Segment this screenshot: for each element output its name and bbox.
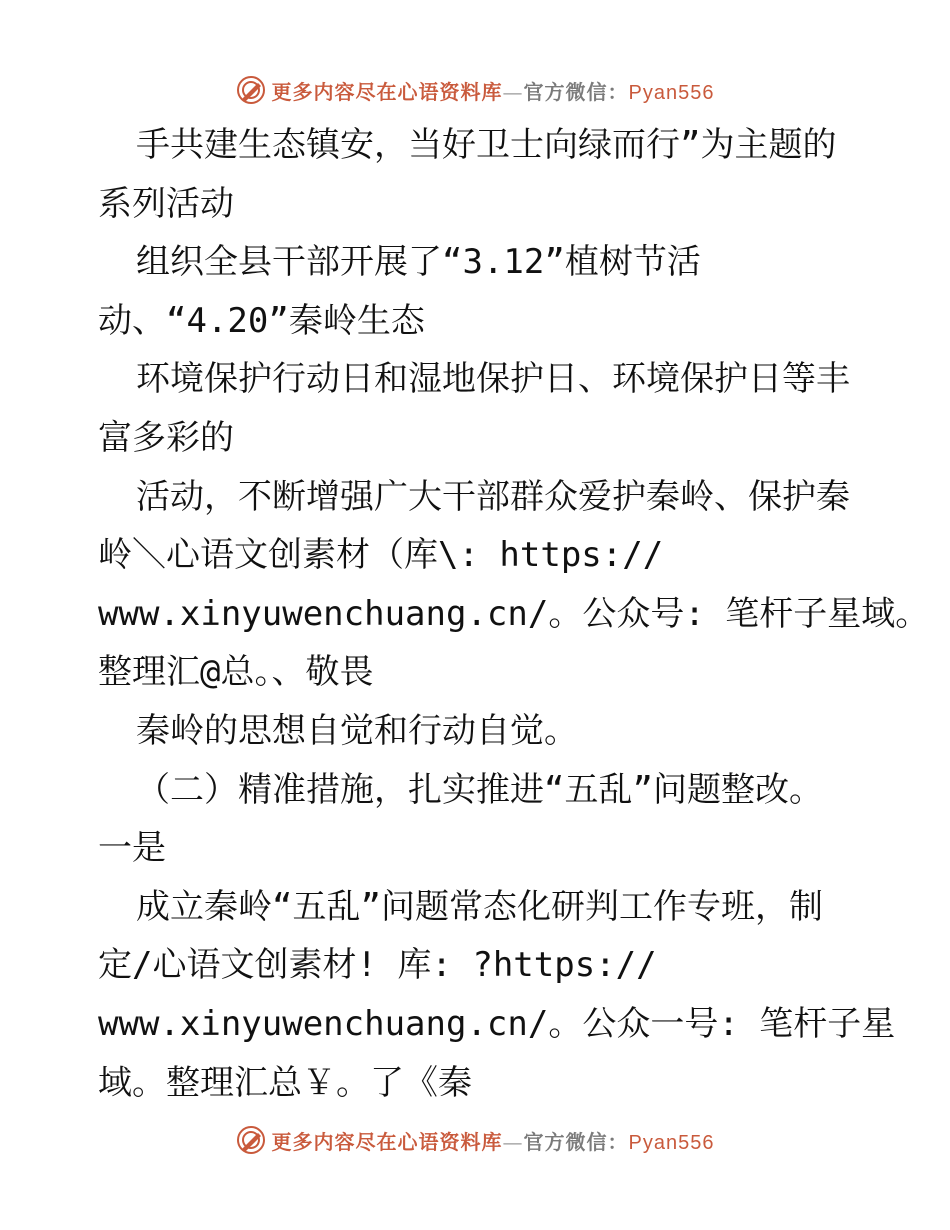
text-line: 整理汇@总。、敬畏 xyxy=(98,652,374,693)
pen-logo-icon xyxy=(236,1125,266,1155)
text-line: （二）精准措施，扎实推进“五乱”问题整改。 xyxy=(136,769,823,810)
text-line: www.xinyuwenchuang.cn/。公众号: 笔杆子星域。 xyxy=(98,593,930,634)
text-line: 组织全县干部开展了“3.12”植树节活 xyxy=(136,242,701,283)
footer-banner xyxy=(0,1120,950,1160)
text-line: 环境保护行动日和湿地保护日、环境保护日等丰 xyxy=(136,359,850,400)
document-body xyxy=(98,116,930,1112)
text-line: 富多彩的 xyxy=(98,417,234,458)
text-line: 岭＼心语文创素材（库\: https:// xyxy=(98,535,664,576)
text-line: 成立秦岭“五乱”问题常态化研判工作专班，制 xyxy=(136,886,823,927)
text-line: www.xinyuwenchuang.cn/。公众一号: 笔杆子星 xyxy=(98,1003,896,1044)
text-line: 一是 xyxy=(98,828,166,869)
text-line: 动、“4.20”秦岭生态 xyxy=(98,300,425,341)
text-line: 手共建生态镇安，当好卫士向绿而行”为主题的 xyxy=(136,125,837,165)
text-line: 活动，不断增强广大干部群众爱护秦岭、保护秦 xyxy=(136,476,850,517)
header-banner xyxy=(0,70,950,110)
text-line: 系列活动 xyxy=(98,183,234,224)
banner-text: 更多内容尽在心语资料库—官方微信：Pyan556 xyxy=(271,1129,715,1154)
text-line: 秦岭的思想自觉和行动自觉。 xyxy=(136,710,578,751)
text-line: 定/心语文创素材! 库: ?https:// xyxy=(98,945,657,986)
pen-logo-icon xyxy=(236,75,266,105)
text-line: 域。整理汇总￥。了《秦 xyxy=(98,1062,472,1103)
banner-text: 更多内容尽在心语资料库—官方微信：Pyan556 xyxy=(271,79,715,104)
